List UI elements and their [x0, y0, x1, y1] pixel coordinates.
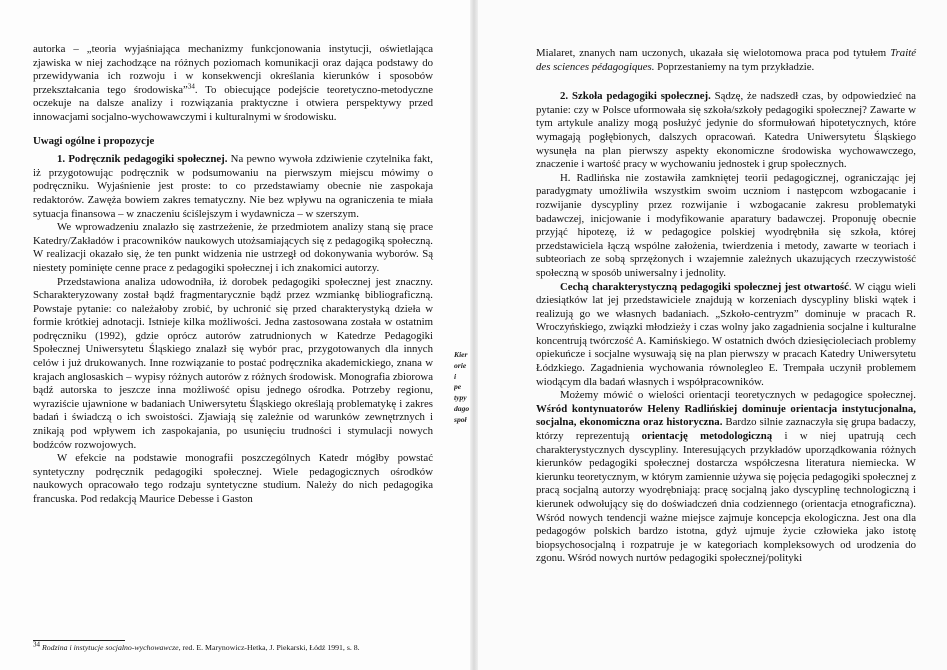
section-1-paragraph: 1. Podręcznik pedagogiki społecznej. Na pewno wywoła zdziwienie czytelnika fakt, iż przygotowując podręcznik w podsumowaniu na pierwszym miejscu mówimy o podręczniku. Wyjaśnienie jest proste: to co przedstawiamy obecnie nie zaspokaja redaktorów. Zawęża bowiem zakres tematyczny. Nie bez wpływu na ograniczenia te miała sytuacja finansowa – w znaczeniu ściślejszym i wydawnicza – w szerszym. — [33, 153, 433, 220]
right-page — [474, 0, 947, 670]
margin-note: Kier orie i pe typy dago społ — [454, 350, 470, 424]
footnote-rule — [33, 640, 125, 641]
footnote-34: $^{34}$ Rodzina i instytucje socjalno-wychowawcze, red. E. Marynowicz-Hetka, J. Piekarski, Łódź 1991, s. 8. — [33, 640, 360, 652]
footnote-ref-34: 34 — [187, 82, 195, 91]
right-paragraph-2: H. Radlińska nie zostawiła zamkniętej teorii pedagogicznej, ograniczając jej paradygmaty umożliwiła wszystkim swoim uczniom i następcom wzbogacanie i rozwijanie dyscypliny przez rozwijanie i wzbogacanie zakresu problematyki badawczej, inicjowanie i modyfikowanie aparatury badawczej. Proponuję obecnie przyjąć hipotezę, iż w pedagogice polskiej wyodrębniła się szkoła, której przedstawiciela łączą wspólne założenia, twierdzenia i metody, zawarte w teoriach i subteoriach ze sobą sprzężonych i wzajemnie zależnych ukazujących rzeczywistość społeczną w sposób uniwersalny i jednolity. — [536, 171, 916, 279]
book-title: Traité des sciences pédagogiques. — [536, 47, 916, 73]
right-paragraph-4: Możemy mówić o wielości orientacji teoretycznych w pedagogice społecznej. Wśród kontynuatorów Heleny Radlińskiej dominuje orientacja instytucjonalna, socjalna, ekonomiczna oraz historyczna. Bardzo silnie zaznaczyła się grupa badaczy, którzy reprezentują orientację metodologiczną i w niej upatrują cech charakterystycznych dyscypliny. Interesujących przykładów uporządkowania różnych kierunków pedagogiki społecznej dostarcza współczesna literatura niemiecka. W kierunku teoretycznym, w którym zamiennie używa się pojęcia pedagogiki społecznej z pracą socjalną autorzy wyodrębniają: pracę socjalną jako dyscyplinę technologiczną i kierunek odwołujący się do doświadczeń dnia codziennego (orientacja etnograficzna). Wśród nowych tendencji ważne miejsce zajmuje koncepcja ekologiczna. Jest ona dla pedagogów polskich bardzo istotna, gdyż ujmuje życie człowieka jako istotę biopsychosocjalną i rozpatruje je w kategoriach kompleksowych od urodzenia do zgonu. Wśród nowych nurtów pedagogiki społecznej/polityki — [536, 389, 917, 565]
book-gutter — [470, 0, 478, 670]
section-1-label: 1. Podręcznik pedagogiki społecznej. — [57, 153, 228, 166]
section-2-paragraph: 2. Szkoła pedagogiki społecznej. Sądzę, że nadszedł czas, by odpowiedzieć na pytanie: czy w Polsce uformowała się szkoła/szkoły pedagogiki społecznej? Zawarte w tym artykule analizy mogą posłużyć jedynie do sformułowań hipotetycznych, które wymagają pogłębionych, dalszych opracowań. Katedra Uniwersytetu Śląskiego wysunęła na plan pierwszy aspekty ekonomiczne środowiska wychowawczego, znaczenie i wartość pracy w wychowaniu jednostek i grup społecznych. — [536, 90, 916, 171]
left-text-column — [33, 43, 433, 507]
left-paragraph-1: autorka – „teoria wyjaśniająca mechanizmy funkcjonowania instytucji, oświetlająca zjawiska w niej zachodzące na różnych poziomach komunikacji oraz dająca podstawy do przewidywania ich rozwoju i w konsekwencji określania kierunków i sposobów przekształcania tego środowiska”$^{34}$. To obiecujące podejście teoretyczno-metodyczne oczekuje na dalsze analizy i rozwiązania praktyczne i otwiera perspektywy przed innowacjami socjalno-wychowawczymi i kulturalnymi w środowisku. — [33, 43, 433, 123]
left-paragraph-4: W efekcie na podstawie monografii poszczególnych Katedr mógłby powstać syntetyczny podręcznik pedagogiki społecznej. Wiele pedagogicznych ośrodków naukowych opracowało tego rodzaju syntetyczne studium. Należy do nich pedagogika francuska. Pod redakcją Maurice Debesse i Gaston — [33, 452, 433, 505]
section-2-label: 2. Szkoła pedagogiki społecznej. — [560, 90, 711, 103]
right-text-column — [536, 47, 916, 566]
left-paragraph-2: We wprowadzeniu znalazło się zastrzeżenie, że przedmiotem analizy staną się prace Katedry/Zakładów i pracowników naukowych utożsamiających się z pedagogiką społeczną. W realizacji okazało się, że ten punkt widzenia nie ustrzegł od dokonywania wyborów. Są niestety pominięte cenne prace z pedagogiki społecznej i ich znakomici autorzy. — [33, 221, 433, 274]
left-paragraph-3: Przedstawiona analiza udowodniła, iż dorobek pedagogiki społecznej jest znaczny. Scharakteryzowany został bądź fragmentarycznie bądź przez wzmiankę bibliograficzną. Powstaje pytanie: co należałoby zrobić, by uchronić się przed charakterystyką dzieła w formie krótkiej adnotacji. Istnieje kilka możliwości. Jedna zastosowana została w ostatnim podręczniku (1992), gdzie oprócz autorów zatrudnionych w Katedrze Pedagogiki Społecznej Uniwersytetu Śląskiego znalazł się wybór prac, przygotowanych dla innych celów i już drukowanych. Inne rozwiązanie to postać podręcznika akademickiego, znana w krajach anglosaskich – wypisy różnych autorów z różnych środowisk. Monografia zbiorowa bądź autorska to jeszcze inna możliwość opisu jednego ośrodka. Potrzeby regionu, wyraziście ujawnione w badaniach Uniwersytetu Śląskiego określają problematykę i zakres badań i świadczą o ich swoistości. Zjawiają się zależnie od warunków zewnętrznych i znikają pod wpływem ich zaspokajania, po usunięciu trudności i stymulacji nowych bodźców rozwojowych. — [33, 275, 433, 451]
right-paragraph-3: Cechą charakterystyczną pedagogiki społecznej jest otwartość. W ciągu wieli dziesiątków lat jej przedstawiciele znajdują w korzeniach dyscypliny bliski wątek i realizują go we własnych badaniach. „Szkoło-centryzm” dominuje w pracach R. Wroczyńskiego, związki młodzieży i czas wolny jako zagadnienia socjalne i kulturalne koncentrują twórczość A. Kamińskiego. W ostatnich dwóch dziesięcioleciach problemy opiekuńcze i socjalne wysuwają się na plan pierwszy w pracach Katedry Uniwersytetu Łódzkiego. Zagadnienia wychowania równolegleo E. Trempała uczynił problemem wiodącym dla badań własnych i współpracowników. — [536, 280, 916, 388]
section-heading: Uwagi ogólne i propozycje — [33, 134, 155, 147]
right-paragraph-1: Mialaret, znanych nam uczonych, ukazała się wielotomowa praca pod tytułem Traité des sciences pédagogiques. Poprzestaniemy na tym przykładzie. — [536, 47, 916, 73]
